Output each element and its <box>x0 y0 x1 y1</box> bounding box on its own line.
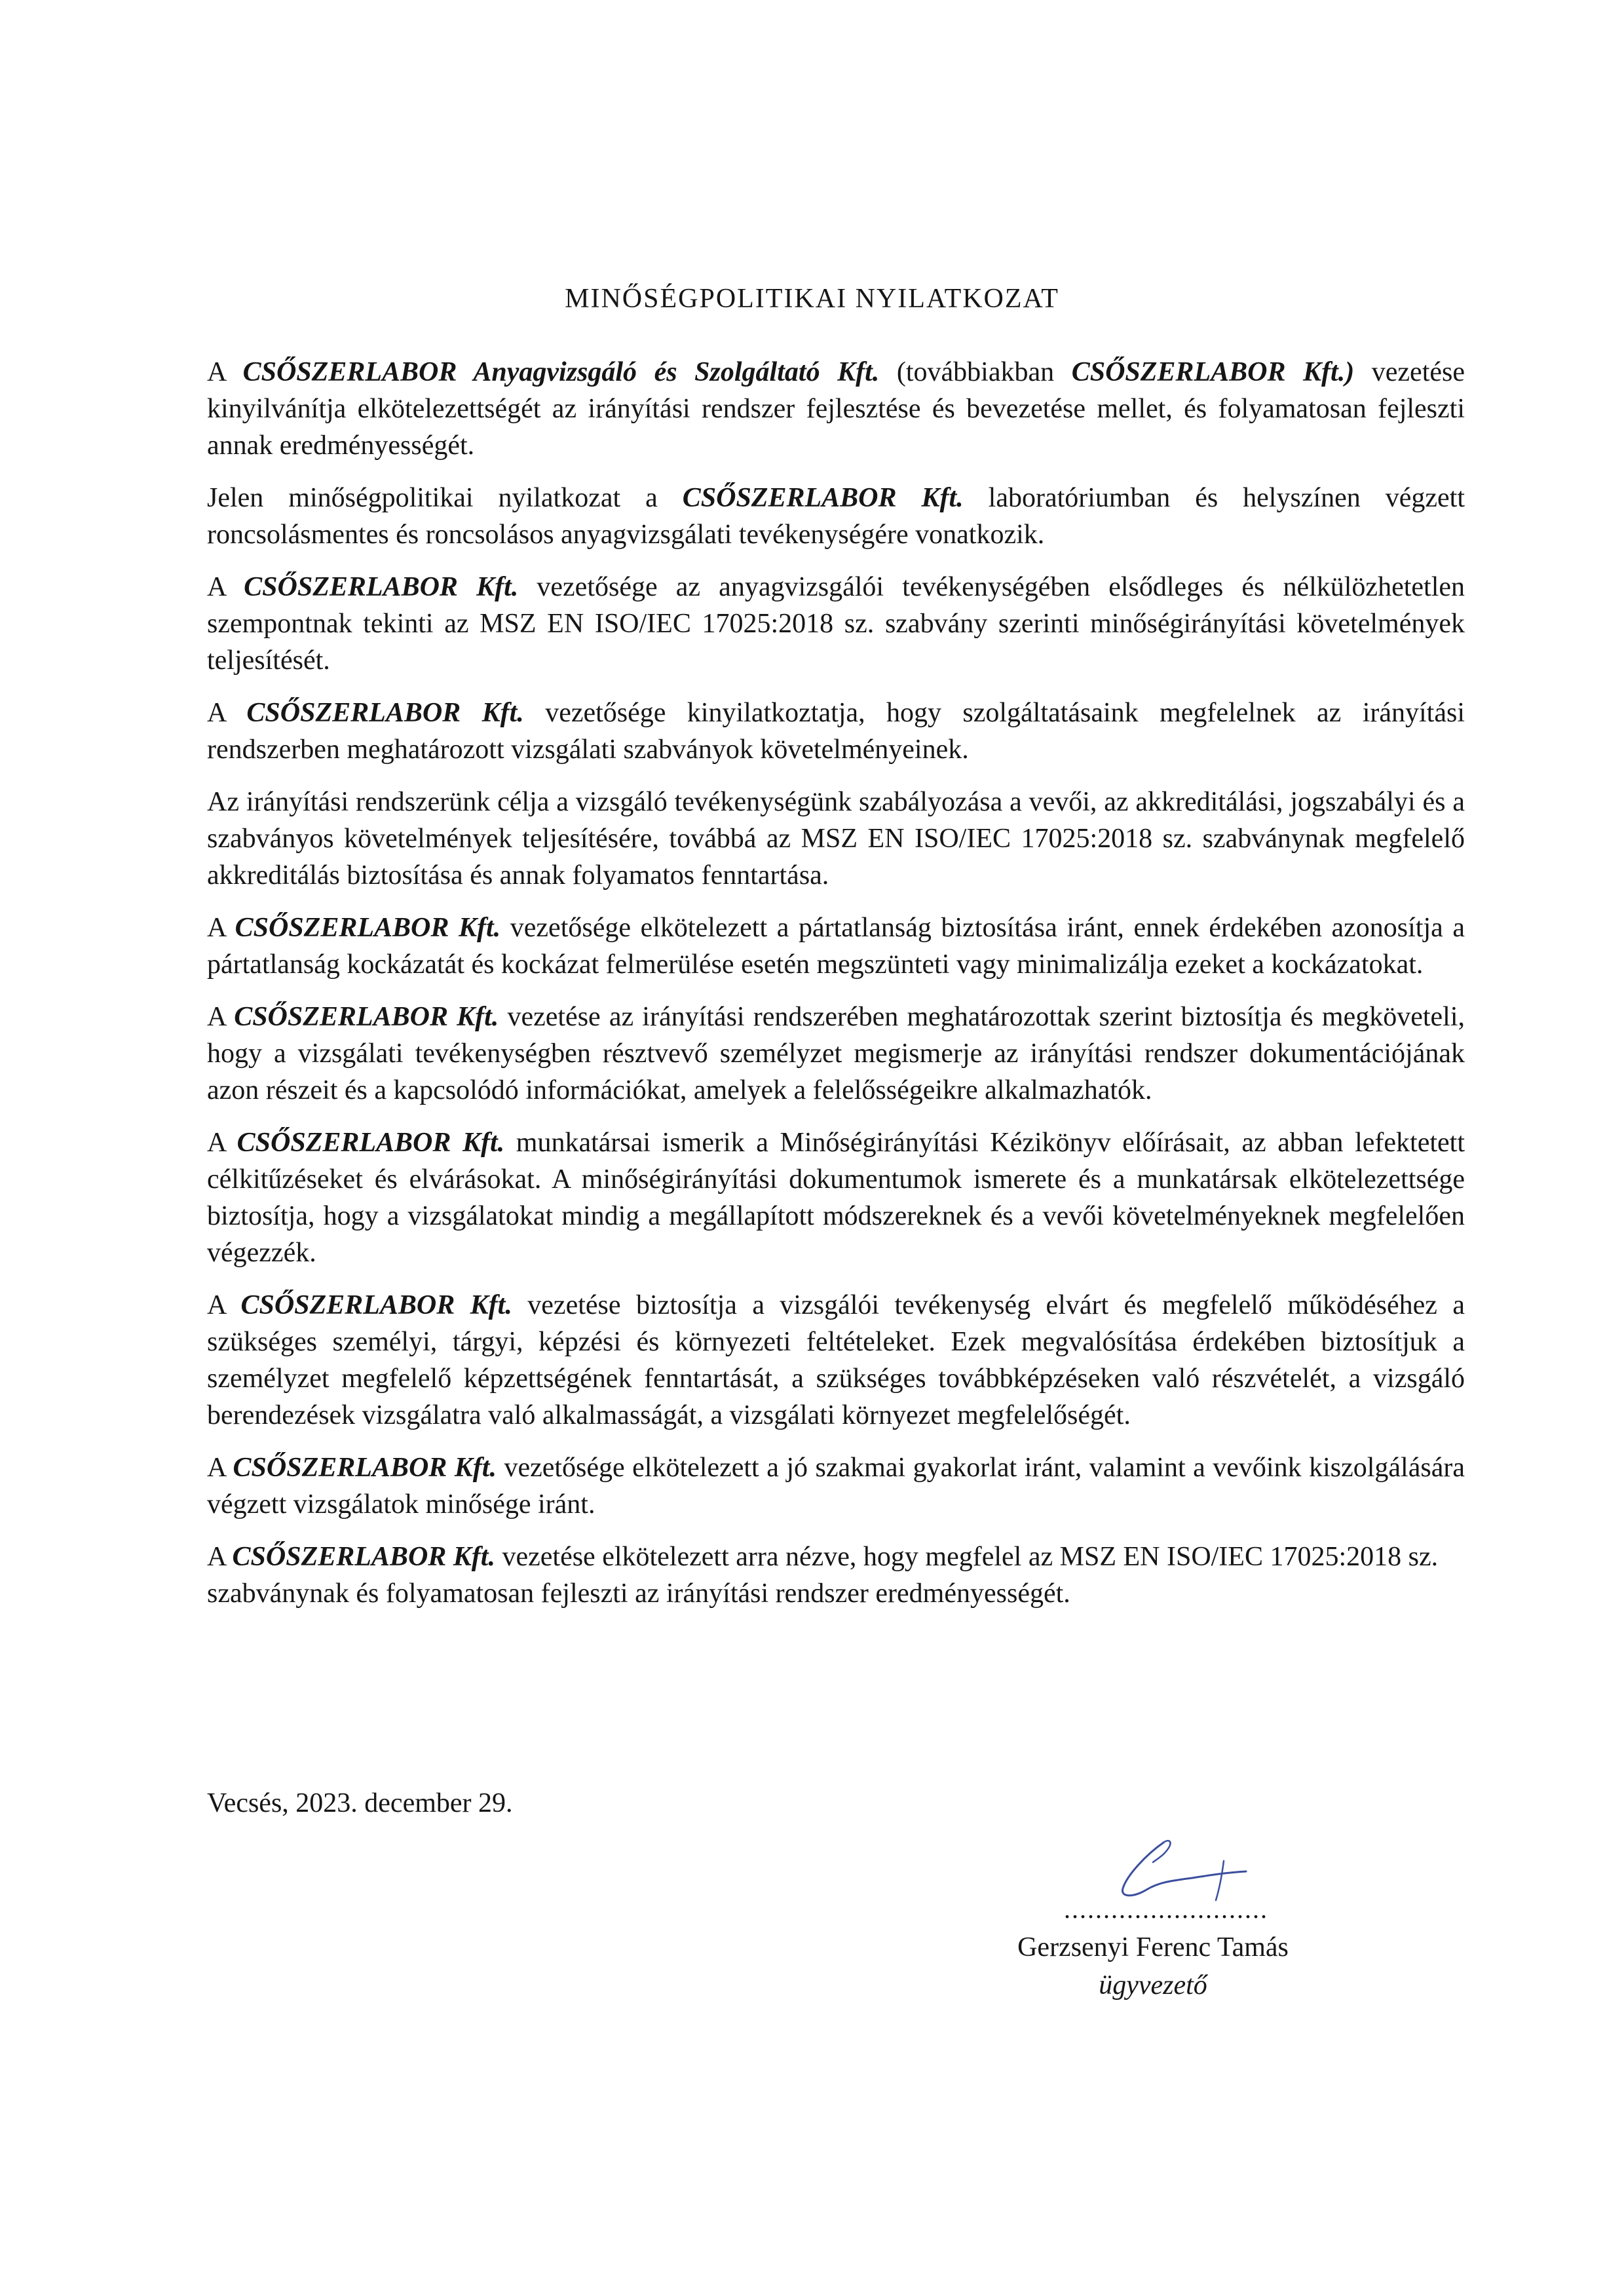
paragraph-text: A <box>207 1290 241 1320</box>
paragraph-practice <box>207 1449 1465 1523</box>
paragraph-staff <box>207 1124 1465 1271</box>
paragraph-goal <box>207 784 1465 894</box>
paragraph-text: vezetősége elkötelezett a jó szakmai gyakorlat iránt, valamint a vevőink kiszolgálására végzett vizsgálatok minősége iránt. <box>207 1453 1465 1520</box>
paragraph-text: vezetése biztosítja a vizsgálói tevékenység elvárt és megfelelő működéséhez a szükséges személyi, tárgyi, képzési és környezeti feltételeket. Ezek megvalósítása érdekében biztosítjuk a személyzet megfelelő képzettségének fenntartását, a szükséges továbbképzéseken való részvételét, a vizsgáló berendezések vizsgálatra való alkalmasságát, a vizsgálati környezet megfelelőségét. <box>207 1290 1465 1430</box>
company-name: CSŐSZERLABOR Kft. <box>682 483 964 513</box>
paragraph-text: A <box>207 1128 237 1158</box>
paragraph-text: laboratóriumban és helyszínen végzett roncsolásmentes és roncsolásos anyagvizsgálati tevékenységére vonatkozik. <box>207 483 1465 550</box>
paragraph-text: A <box>207 1542 233 1572</box>
paragraph-text: A <box>207 1453 233 1483</box>
paragraph-text: Az irányítási rendszerünk célja a vizsgáló tevékenységünk szabályozása a vevői, az akkreditálási, jogszabályi és a szabványos követelmények teljesítésére, továbbá az MSZ EN ISO/IEC 17025:2018 sz. szabványnak megfelelő akkreditálás biztosítása és annak folyamatos fenntartása. <box>207 787 1465 890</box>
paragraph-services <box>207 695 1465 768</box>
company-name: CSŐSZERLABOR Kft. <box>236 1128 505 1158</box>
paragraph-text: A <box>207 913 235 943</box>
signature-block <box>983 1835 1323 2031</box>
paragraph-standard <box>207 569 1465 679</box>
paragraph-text: (továbbiakban <box>879 357 1072 387</box>
paragraph-commitment <box>207 1539 1465 1612</box>
company-name: CSŐSZERLABOR Kft. <box>233 1453 497 1483</box>
company-name: CSŐSZERLABOR Kft. <box>235 913 501 943</box>
paragraph-text: Jelen minőségpolitikai nyilatkozat a <box>207 483 683 513</box>
paragraph-scope <box>207 480 1465 553</box>
paragraph-text: A <box>207 1002 235 1032</box>
signer-name: Gerzsenyi Ferenc Tamás <box>1017 1932 1289 1962</box>
paragraph-impartiality <box>207 909 1465 983</box>
paragraph-documentation <box>207 999 1465 1109</box>
paragraph-text: A <box>207 357 243 387</box>
paragraph-text: vezetése elkötelezett arra nézve, hogy megfelel az MSZ EN ISO/IEC 17025:2018 sz. szabványnak és folyamatosan fejleszti az irányítási rendszer eredményességét. <box>207 1542 1439 1609</box>
paragraph-text: vezetése kinyilvánítja elkötelezettségét az irányítási rendszer fejlesztése és bevezetése mellet, és folyamatosan fejleszti annak eredményességét. <box>207 357 1465 461</box>
paragraph-text: vezetősége kinyilatkoztatja, hogy szolgáltatásaink megfelelnek az irányítási rendszerben meghatározott vizsgálati szabványok követelményeinek. <box>207 698 1465 765</box>
signer-role: ügyvezető <box>1099 1970 1207 2000</box>
paragraph-text: vezetősége elkötelezett a pártatlanság biztosítása iránt, ennek érdekében azonosítja a pártatlanság kockázatát és kockázat felmerülése esetén megszünteti vagy minimalizálja ezeket a kockázatokat. <box>207 913 1465 980</box>
signature-line: .......................... <box>1064 1894 1268 1924</box>
company-name: CSŐSZERLABOR Kft. <box>240 1290 512 1320</box>
paragraph-text: munkatársai ismerik a Minőségirányítási Kézikönyv előírásait, az abban lefektetett célkitűzéseket és elvárásokat. A minőségirányítási dokumentumok ismerete és a munkatársak elkötelezettsége biztosítja, hogy a vizsgálatokat mindig a megállapított módszereknek és a vevői követelményeknek megfelelően végezzék. <box>207 1128 1465 1268</box>
company-name: CSŐSZERLABOR Kft. <box>232 1542 495 1572</box>
company-name-full: CSŐSZERLABOR Anyagvizsgáló és Szolgáltató Kft. <box>242 357 880 387</box>
paragraph-text: A <box>207 572 244 602</box>
document-body <box>207 354 1465 1628</box>
paragraph-text: vezetősége az anyagvizsgálói tevékenységében elsődleges és nélkülözhetetlen szempontnak tekinti az MSZ EN ISO/IEC 17025:2018 sz. szabvány szerinti minőségirányítási követelmények teljesítését. <box>207 572 1465 676</box>
company-name: CSŐSZERLABOR Kft. <box>234 1002 499 1032</box>
company-name: CSŐSZERLABOR Kft.) <box>1071 357 1355 387</box>
company-name: CSŐSZERLABOR Kft. <box>246 698 524 728</box>
paragraph-text: vezetése az irányítási rendszerében meghatározottak szerint biztosítja és megköveteli, hogy a vizsgálati tevékenységben résztvevő személyzet megismerje az irányítási rendszer dokumentációjának azon részeit és a kapcsolódó információkat, amelyek a felelősségeikre alkalmazhatók. <box>207 1002 1465 1105</box>
document-title: MINŐSÉGPOLITIKAI NYILATKOZAT <box>565 284 1059 314</box>
paragraph-text: A <box>207 698 247 728</box>
paragraph-resources <box>207 1287 1465 1434</box>
paragraph-intro <box>207 354 1465 464</box>
place-and-date: Vecsés, 2023. december 29. <box>207 1788 513 1818</box>
company-name: CSŐSZERLABOR Kft. <box>244 572 519 602</box>
